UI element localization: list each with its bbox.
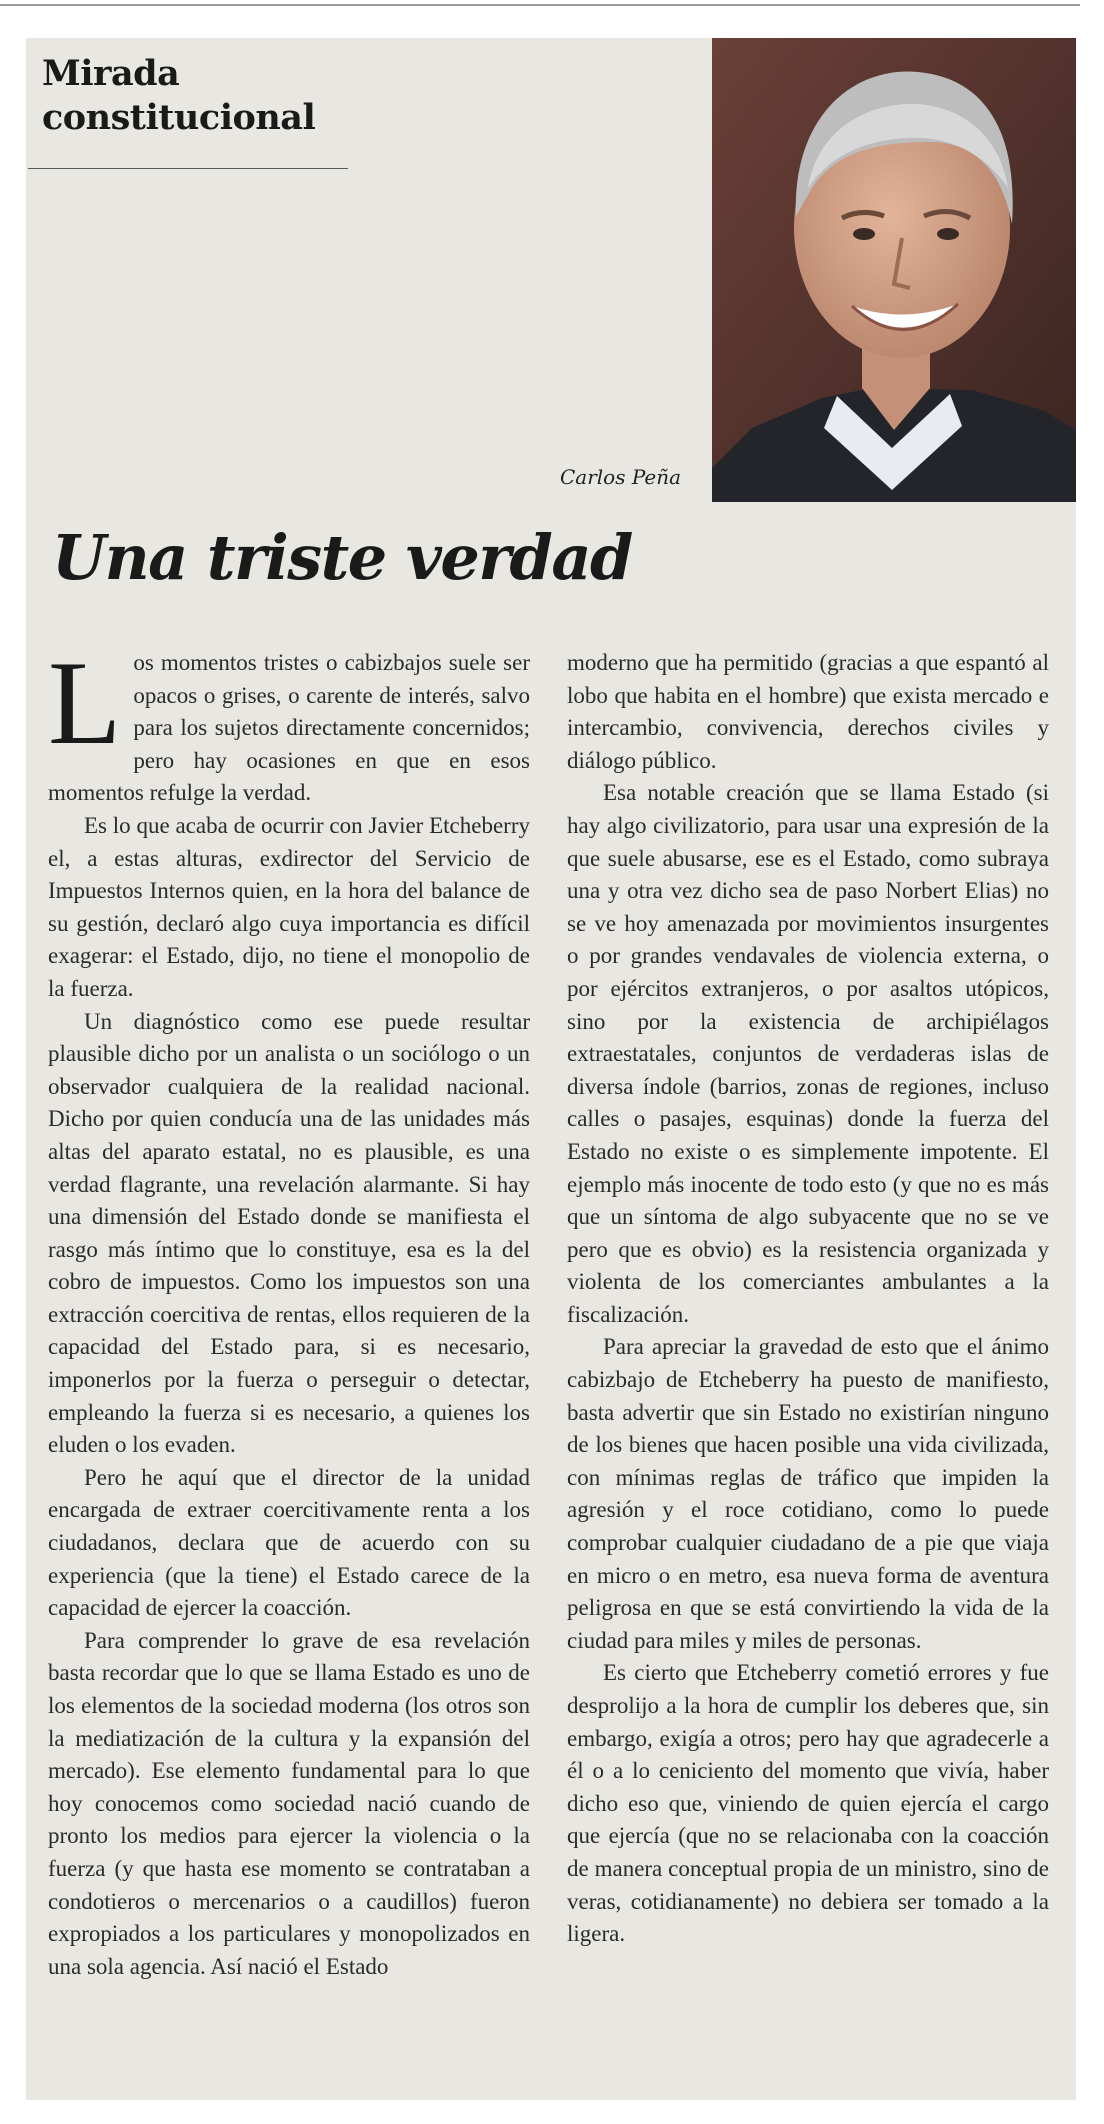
article-right-column [567, 647, 1049, 1951]
paragraph-1 [48, 636, 530, 810]
column-name [42, 52, 315, 140]
paragraph-3: Un diagnóstico como ese puede resultar plausible dicho por un analista o un sociólogo o un observador cualquiera de la realidad nacional. Dicho por quien conducía una de las unidades más altas del aparato estatal, no es plausible, es una verdad flagrante, una revelación alarmante. Si hay una dimensión del Estado donde se manifiesta el rasgo más íntimo que lo constituye, esa es la del cobro de impuestos. Como los impuestos son una extracción coercitiva de rentas, ellos requieren de la capacidad del Estado para, si es necesario, imponerlos por la fuerza o perseguir o detectar, empleando la fuerza si es necesario, a quienes los eluden o los evaden. [48, 1008, 530, 1458]
author-name: Carlos Peña [560, 465, 682, 489]
drop-cap: L [48, 636, 122, 769]
column-name-rule [28, 168, 348, 169]
paragraph-4: Pero he aquí que el director de la unidad encargada de extraer coercitivamente renta a los ciudadanos, declara que de acuerdo con su experiencia (que la tiene) el Estado carece de la capacidad de ejercer la coacción. [48, 1464, 530, 1621]
paragraph-7: Para apreciar la gravedad de esto que el ánimo cabizbajo de Etcheberry ha puesto de manifiesto, basta advertir que sin Estado no existirían ninguno de los bienes que hacen posible una vida civilizada, con mínimas reglas de tráfico que impiden la agresión y el roce cotidiano, como lo puede comprobar cualquier ciudadano de a pie que viaja en micro o en metro, esa nueva forma de aventura peligrosa en que se está convirtiendo la vida de la ciudad para miles y miles de personas. [567, 1334, 1049, 1653]
paragraph-2: Es lo que acaba de ocurrir con Javier Etcheberry el, a estas alturas, exdirector del Servicio de Impuestos Internos quien, en la hora del balance de su gestión, declaró algo cuya importancia es difícil exagerar: el Estado, dijo, no tiene el monopolio de la fuerza. [48, 812, 530, 1001]
article-left-column [48, 636, 530, 1983]
column-name-line2: constitucional [42, 97, 316, 138]
top-rule [0, 4, 1080, 6]
column-name-line1: Mirada [42, 53, 180, 94]
paragraph-5: Para comprender lo grave de esa revelación basta recordar que lo que se llama Estado es uno de los elementos de la sociedad moderna (los otros son la mediatización de la cultura y la expansión del mercado). Ese elemento fundamental para lo que hoy conocemos como sociedad nació cuando de pronto los medios para ejercer la violencia o la fuerza (y que hasta ese momento se contrataban a condotieros o mercenarios o a caudillos) fueron expropiados a los particulares y monopolizados en una sola agencia. Así nació el Estado [48, 1627, 530, 1979]
author-photo-illustration [712, 38, 1076, 502]
paragraph-5-continued: moderno que ha permitido (gracias a que espantó al lobo que habita en el hombre) que exista mercado e intercambio, convivencia, derechos civiles y diálogo público. [567, 650, 1049, 773]
paragraph-6: Esa notable creación que se llama Estado (si hay algo civilizatorio, para usar una expresión de la que suele abusarse, ese es el Estado, como subraya una y otra vez dicho sea de paso Norbert Elias) no se ve hoy amenazada por movimientos insurgentes o por grandes vendavales de violencia externa, o por ejércitos extranjeros, o por asaltos utópicos, sino por la existencia de archipiélagos extraestatales, conjuntos de verdaderas islas de diversa índole (barrios, zonas de regiones, incluso calles o pasajes, esquinas) donde la fuerza del Estado no existe o es simplemente impotente. El ejemplo más inocente de todo esto (y que no es más que un síntoma de algo subyacente que no se ve pero que es obvio) es la resistencia organizada y violenta de los comerciantes ambulantes a la fiscalización. [567, 780, 1049, 1327]
paragraph-8: Es cierto que Etcheberry cometió errores y fue desprolijo a la hora de cumplir los deberes que, sin embargo, exigía a otros; pero hay que agradecerle a él o a lo ceniciento del momento que vivía, haber dicho eso que, viniendo de quien ejercía el cargo que ejercía (que no se relacionaba con la coacción de manera conceptual propia de un ministro, sino de veras, cotidianamente) no debiera ser tomado a la ligera. [567, 1660, 1049, 1947]
author-photo [712, 38, 1076, 502]
paragraph-1-text: os momentos tristes o cabizbajos suele ser opacos o grises, o carente de interés, salvo para los sujetos directamente concernidos; pero hay ocasiones en que en esos momentos refulge la verdad. [48, 650, 530, 806]
headline: Una triste verdad [52, 521, 632, 594]
